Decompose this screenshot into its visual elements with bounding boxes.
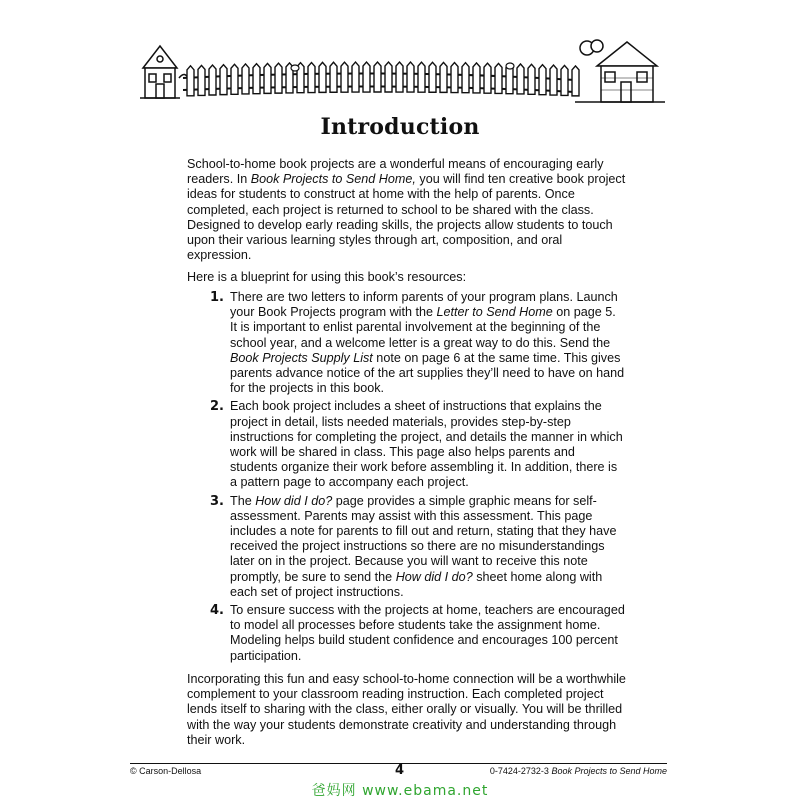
step-italic: Book Projects Supply List xyxy=(230,350,373,365)
fence-picket xyxy=(374,62,381,92)
step-italic: How did I do? xyxy=(395,569,473,584)
step-text: Each book project includes a sheet of instructions that explains the project in detail, lists needed materials, provides step-by-step instructions for completing the project, and details the manner in which work will be shared in class. This page also helps parents and students organize their work before assembling it. In addition, there is a pattern page to accompany each project. xyxy=(230,399,623,490)
step-item xyxy=(210,603,625,664)
site-watermark: 爸妈网 www.ebama.net xyxy=(311,783,489,799)
fence-picket xyxy=(220,65,227,95)
steps-list xyxy=(210,290,625,667)
step-number: 3. xyxy=(210,493,224,509)
fence-picket xyxy=(451,63,458,93)
closing-paragraph: Incorporating this fun and easy school-to-home connection will be a worthwhile complement to your classroom reading instruction. Each completed project lends itself to sharing with the class, either orally or visually. You will be thrilled with the way your students demonstrate creativity and understanding through their work. xyxy=(187,672,626,747)
step-text: note on page 6 at the same time. This gives parents advance notice of the art supplies they’ll need to have on hand for the projects in this book. xyxy=(230,350,625,396)
fence-picket xyxy=(253,64,260,94)
step-text: on page 5. It is important to enlist parental involvement at the beginning of the school year, and a welcome letter is a great way to do this. Send the xyxy=(230,305,616,350)
fence-picket xyxy=(418,62,425,92)
step-text: sheet home along with each set of project instructions. xyxy=(230,569,603,599)
fence-picket xyxy=(187,66,194,96)
step-number: 1. xyxy=(210,290,224,305)
page-title: Introduction xyxy=(320,114,480,140)
fence-picket xyxy=(308,63,315,93)
step-number: 2. xyxy=(210,399,224,415)
fence-picket xyxy=(209,65,216,95)
fence-picket xyxy=(275,63,282,93)
fence-picket xyxy=(462,63,469,93)
fence-picket xyxy=(407,62,414,92)
step-text: page provides a simple graphic means for self-assessment. Parents may assist with this assessment. This page includes a note for parents to fill out and return, stating that they have received the project instructions so there are no misunderstandings later on in the project. Because you will want to receive this note promptly, be sure to send the xyxy=(230,493,617,584)
step-text: There are two letters to inform parents of your program plans. Launch your Book Projects program with the xyxy=(230,290,618,320)
fence-picket xyxy=(517,64,524,94)
fence-picket xyxy=(550,65,557,95)
fence-picket xyxy=(385,62,392,92)
fence-picket xyxy=(528,64,535,94)
fence-picket xyxy=(539,65,546,95)
intro-text-2: you will find ten creative book project ideas for students to construct at home with the help of parents. Once completed, each project is returned to school to be shared with the class. Designed to develop early reading skills, the projects allow students to touch upon their various learning styles through art, composition, and oral expression. xyxy=(187,172,626,263)
step-item xyxy=(210,290,625,396)
fence-picket xyxy=(198,65,205,95)
step-item xyxy=(210,494,625,600)
step-text: To ensure success with the projects at home, teachers are encouraged to model all processes before students take the assignment home. Modeling helps build student confidence and encourages 100 percent participation. xyxy=(230,603,625,663)
footer-book-title: Book Projects to Send Home xyxy=(551,766,667,776)
picket-fence xyxy=(183,62,579,96)
step-text: The xyxy=(230,493,256,508)
fence-picket xyxy=(319,62,326,92)
footer-book-info xyxy=(490,766,667,776)
fence-picket xyxy=(396,62,403,92)
intro-book-title: Book Projects to Send Home, xyxy=(250,172,416,187)
fence-picket xyxy=(264,63,271,93)
fence-picket xyxy=(440,62,447,92)
fence-picket xyxy=(363,62,370,92)
step-italic: Letter to Send Home xyxy=(436,305,553,320)
footer-isbn: 0-7424-2732-3 xyxy=(489,766,552,776)
fence-picket xyxy=(572,66,579,96)
step-italic: How did I do? xyxy=(255,493,333,508)
fence-picket xyxy=(484,63,491,93)
fence-houses-illustration xyxy=(135,38,665,110)
blueprint-intro: Here is a blueprint for using this book’s resources: xyxy=(187,270,467,284)
intro-paragraph xyxy=(187,157,627,263)
fence-picket xyxy=(231,64,238,94)
fence-picket xyxy=(495,63,502,93)
step-item xyxy=(210,399,625,490)
fence-picket xyxy=(429,62,436,92)
fence-picket xyxy=(561,65,568,95)
right-house-illustration xyxy=(575,40,665,102)
fence-picket xyxy=(352,62,359,92)
intro-text-1: School-to-home book projects are a wonderful means of encouraging early readers. In xyxy=(187,157,604,187)
left-house-illustration xyxy=(140,46,189,98)
fence-picket xyxy=(341,62,348,92)
fence-picket xyxy=(330,62,337,92)
fence-picket xyxy=(242,64,249,94)
step-number: 4. xyxy=(210,603,224,619)
page-number: 4 xyxy=(395,763,405,778)
fence-picket xyxy=(473,63,480,93)
footer-publisher: © Carson-Dellosa xyxy=(130,766,202,776)
